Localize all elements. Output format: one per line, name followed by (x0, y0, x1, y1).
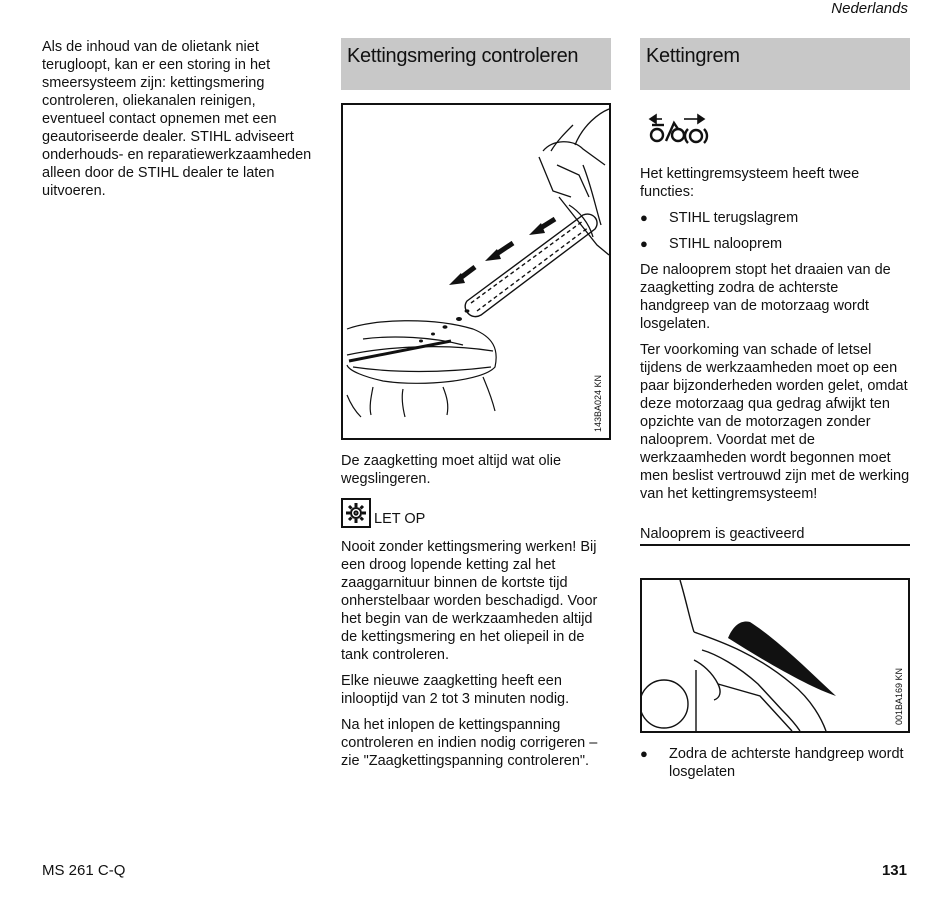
bullet-icon: ● (640, 210, 648, 225)
notice-paragraph-1: Nooit zonder kettingsmering werken! Bij een droog lopende ketting zal het zaaggarnituur binnen de kortste tijd onherstelbaar worden beschadigd. Voor het begin van de werkzaamheden altijd de kettingsmering en het oliepeil in de tank controleren. (341, 539, 598, 663)
list-item-label: STIHL terugslagrem (669, 210, 799, 226)
notice-label: LET OP (374, 511, 426, 527)
gear-icon (341, 498, 371, 528)
column-right (640, 38, 910, 789)
figure-caption: De zaagketting moet altijd wat olie wegslingeren. (341, 453, 562, 487)
brake-intro: Het kettingremsysteem heeft twee functies: (640, 166, 860, 200)
brake-paragraph-2: Ter voorkoming van schade of letsel tijdens de werkzaamheden moet op een paar bijzonderheden worden gelet, omdat deze motorzaag qua gedrag afwijkt ten opzichte van de motorzagen zonder nalooprem. Voordat met de werkzaamheden wordt begonnen moet men beslist vertrouwd zijn met de werking van het kettingremsysteem! (640, 342, 910, 502)
list-item-label: Zodra de achterste handgreep wordt losgelaten (669, 746, 904, 780)
footer-model: MS 261 C-Q (42, 862, 126, 879)
rear-handle-illustration (642, 580, 908, 731)
bullet-icon: ● (640, 746, 648, 761)
header-language: Nederlands (831, 0, 908, 17)
figure-code: 143BA024 KN (593, 374, 603, 432)
chain-lubrication-figure (341, 103, 611, 440)
notice-block (341, 498, 611, 528)
page-number: 131 (881, 862, 907, 879)
chainsaw-oil-illustration (343, 105, 609, 438)
chain-brake-symbol-icon (648, 113, 910, 149)
list-item (640, 235, 910, 253)
oil-tank-paragraph: Als de inhoud van de olietank niet terugloopt, kan er een storing in het smeersysteem zijn: kettingsmering controleren, oliekanalen reinigen, eventueel contact opnemen met een geautoriseerde dealer. STIHL adviseert onderhouds- en reparatiewerkzaamheden alleen door de STIHL dealer te laten uitvoeren. (42, 39, 312, 199)
bullet-icon: ● (640, 236, 648, 251)
notice-paragraph-2: Elke nieuwe zaagketting heeft een inlooptijd van 2 tot 3 minuten nodig. (341, 673, 570, 707)
figure-code: 001BA169 KN (894, 667, 904, 725)
column-middle (341, 38, 611, 778)
list-item (640, 745, 910, 781)
brake-paragraph-1: De nalooprem stopt het draaien van de zaagketting zodra de achterste handgreep van de motorzaag wordt losgelaten. (640, 262, 891, 332)
list-item (640, 209, 910, 227)
subheading-brake-activated: Nalooprem is geactiveerd (640, 525, 910, 546)
brake-activated-figure (640, 578, 910, 733)
notice-paragraph-3: Na het inlopen de kettingspanning controleren en indien nodig corrigeren – zie "Zaagkettingspanning controleren". (341, 717, 598, 769)
column-left (42, 38, 312, 208)
section-heading-chain-lubrication: Kettingsmering controleren (341, 38, 611, 90)
list-item-label: STIHL nalooprem (669, 236, 783, 252)
section-heading-chain-brake: Kettingrem (640, 38, 910, 90)
